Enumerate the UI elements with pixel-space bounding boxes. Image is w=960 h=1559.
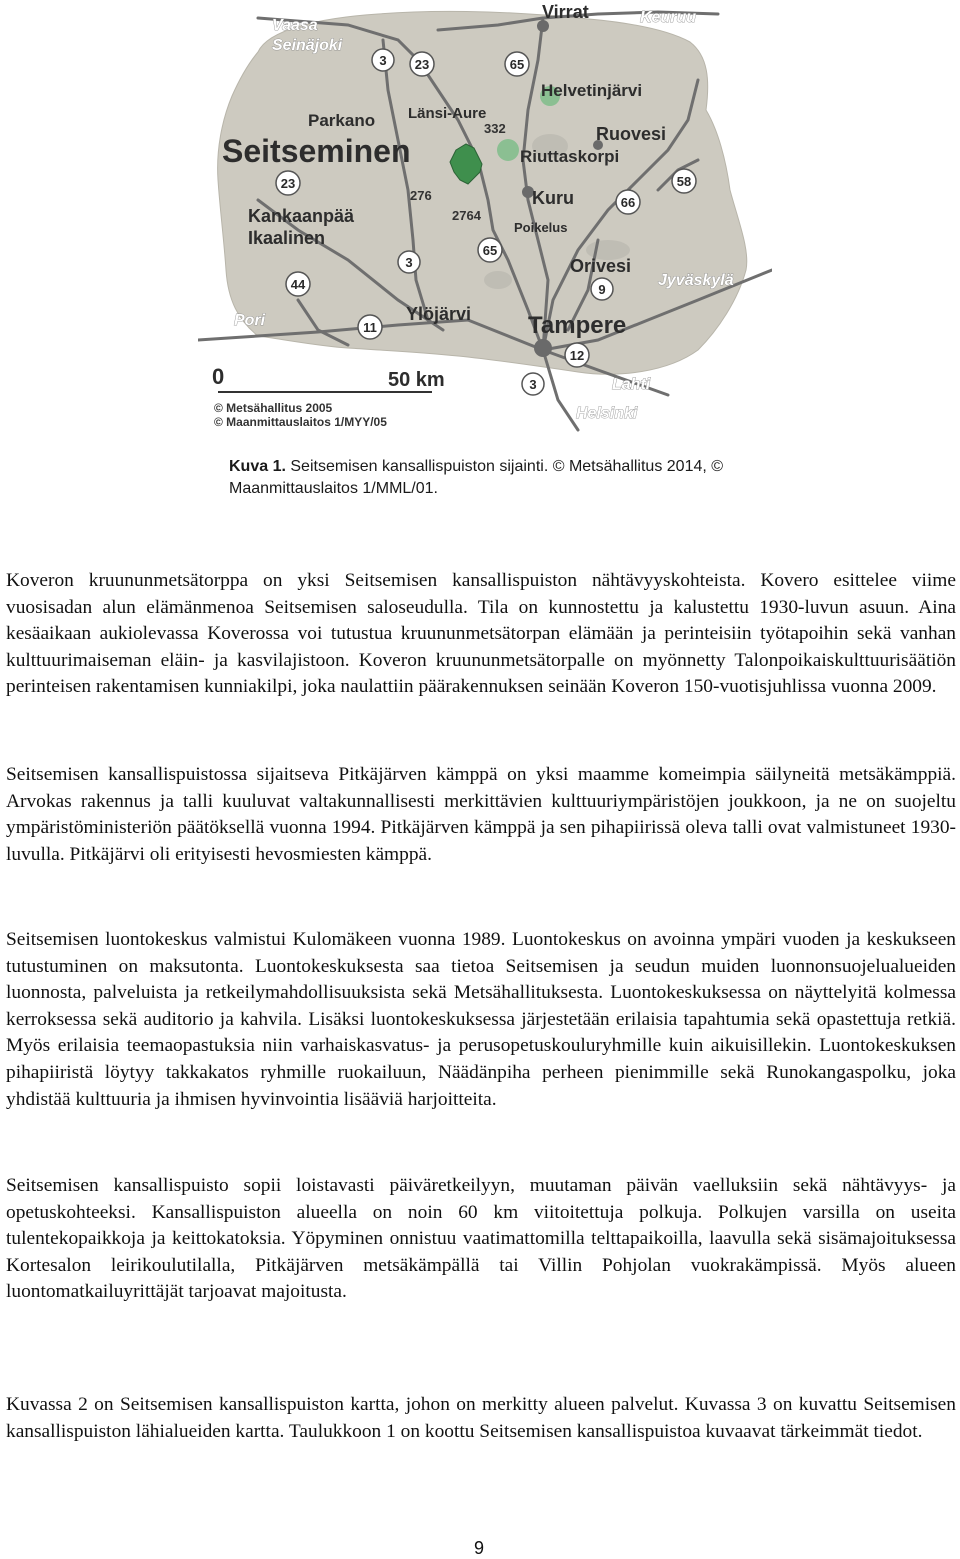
place-lahti: Lahti [612, 376, 651, 393]
route-9: 9 [598, 282, 606, 297]
place-virrat: Virrat [542, 2, 589, 22]
lake [484, 271, 512, 289]
paragraph-retkeily: Seitsemisen kansallispuisto sopii loistavasti päiväretkeilyyn, muutaman päivän vaelluksiin sekä nähtävyys- ja opetuskohteeksi. Kansallispuiston alueella on noin 60 km viitoitettuja polkuja. Polkujen varsilla on useita tulentekopaikkoja ja keittokatoksia. Yöpyminen onnistuu vaatimattomilla telttapaikoilla, laavulla sekä sisämajoituksessa Kortesalon leirikoulutilalla, Pitkäjärven metsäkämpällä tai Villin Pohjolan vuokrakämpissä. Myös alueen luontomatkailuyrittäjät tarjoavat majoitusta. [6, 1175, 956, 1303]
place-helsinki: Helsinki [576, 405, 638, 422]
place-ruovesi: Ruovesi [596, 124, 667, 144]
riuttaskorpi-park-dot [497, 139, 519, 161]
route-3-middle: 3 [405, 255, 413, 270]
place-tampere: Tampere [528, 312, 627, 339]
route-23-west: 23 [280, 176, 296, 191]
place-orivesi: Orivesi [570, 256, 632, 276]
place-seinajoki: Seinäjoki [272, 37, 343, 54]
paragraph-luontokeskus: Seitsemisen luontokeskus valmistui Kulomäkeen vuonna 1989. Luontokeskus on avoinna ympäri vuoden ja keskukseen tutustuminen on maksutonta. Luontokeskuksesta saa tietoa Seitsemisen ja seudun muiden luonnonsuojelualueiden luonnosta, palveluista ja retkeilymahdollisuuksista sekä Metsähallituksesta. Luontokeskuksessa on näyttelyitä kolmessa kerroksessa sekä auditorio ja kahvila. Lisäksi luontokeskuksessa järjestetään erilaisia tapahtumia sekä opastettuja retkiä. Myös erilaisia teemaopastuksia niin varhaiskasvatus- ja perusopetuskouluryhmille kuin aikuisillekin. Luontokeskuksen pihapiiristä löytyy takkakatos ryhmille ruokailuun, Näädänpiha perheen pienimmille sekä Runokangaspolku, joka yhdistää kulttuuria ja ihmisen hyvinvointia lisääviä harjoitteita. [6, 929, 956, 1110]
map-region [218, 11, 747, 374]
route-3-south: 3 [529, 377, 537, 392]
place-keuruu: Keuruu [640, 9, 696, 26]
route-65-north: 65 [509, 57, 525, 72]
location-map [198, 0, 772, 440]
road-276-label: 276 [410, 188, 432, 203]
place-ylojarvi: Ylöjärvi [406, 304, 472, 324]
route-23-north: 23 [414, 57, 430, 72]
place-parkano: Parkano [308, 111, 376, 130]
scale-zero-label: 0 [212, 364, 225, 389]
place-vaasa: Vaasa [272, 17, 318, 34]
route-58: 58 [676, 174, 692, 189]
road-2764-label: 2764 [452, 208, 481, 223]
map-credit-maanmittauslaitos: © Maanmittauslaitos 1/MYY/05 [214, 415, 387, 429]
route-65-south: 65 [482, 243, 498, 258]
place-ikaalinen: Ikaalinen [248, 228, 326, 248]
paragraph-kuvat: Kuvassa 2 on Seitsemisen kansallispuiston kartta, johon on merkitty alueen palvelut. Kuvassa 3 on kuvattu Seitsemisen kansallispuiston lähialueiden kartta. Taulukkoon 1 on koottu Seitsemisen kansallispuistoa kuvaavat tärkeimmät tiedot. [6, 1394, 956, 1442]
place-poikelus: Poikelus [514, 220, 568, 235]
place-helvetinjarvi: Helvetinjärvi [541, 81, 643, 100]
paragraph-pitkajarvi: Seitsemisen kansallispuistossa sijaitseva Pitkäjärven kämppä on yksi maamme komeimpia säilyneitä metsäkämppiä. Arvokas rakennus ja talli kuuluvat valtakunnallisesti merkittävien kulttuuriympäristöjen joukkoon, ja ne on suojeltu ympäristöministeriön päätöksellä vuonna 1994. Pitkäjärven kämppä ja sen pihapiirissä oleva talli ovat valmistuneet 1930-luvulla. Pitkäjärvi oli erityisesti hevosmiesten kämppä. [6, 764, 956, 865]
figure-caption [229, 456, 789, 500]
place-kuru: Kuru [532, 188, 574, 208]
route-44: 44 [290, 277, 306, 292]
tampere-town-marker [534, 339, 552, 357]
place-pori: Pori [234, 312, 266, 329]
figure-label: Kuva 1. [229, 458, 286, 475]
route-12: 12 [569, 348, 585, 363]
place-lansi-aure: Länsi-Aure [408, 105, 487, 122]
route-66: 66 [620, 195, 636, 210]
map-credit-metsahallitus: © Metsähallitus 2005 [214, 401, 333, 415]
place-kankaanpaa: Kankaanpää [248, 206, 355, 226]
place-riuttaskorpi: Riuttaskorpi [520, 147, 620, 166]
scale-50km-label: 50 km [388, 369, 445, 391]
figure-caption-text: Seitsemisen kansallispuiston sijainti. © Metsähallitus 2014, © Maanmittauslaitos 1/MML/01. [229, 458, 724, 497]
place-jyvaskyla: Jyväskylä [658, 272, 734, 289]
paragraph-kovero: Koveron kruununmetsätorppa on yksi Seitsemisen kansallispuiston nähtävyyskohteista. Kovero esittelee viime vuosisadan alun elämänmenoa Seitsemisen saloseudulla. Tila on kunnostettu ja kalustettu 1930-luvun asuun. Aina kesäaikaan aukiolevassa Koverossa voi tutustua kruununmetsätorpan elämään ja perinteisiin työtapoihin sekä vanhan kulttuurimaiseman eläin- ja kasvilajistoon. Koveron kruununmetsätorpalle on myönnetty Talonpoikaiskulttuurisäätiön perinteisen rakentamisen kunniakilpi, joka naulattiin päärakennuksen seinään Koveron 150-vuotisjuhlissa vuonna 2009. [6, 570, 956, 698]
route-11: 11 [363, 320, 377, 335]
place-seitseminen: Seitseminen [222, 133, 411, 169]
route-3-north: 3 [379, 53, 387, 68]
road-332-label: 332 [484, 121, 506, 136]
page-number: 9 [474, 1538, 485, 1558]
